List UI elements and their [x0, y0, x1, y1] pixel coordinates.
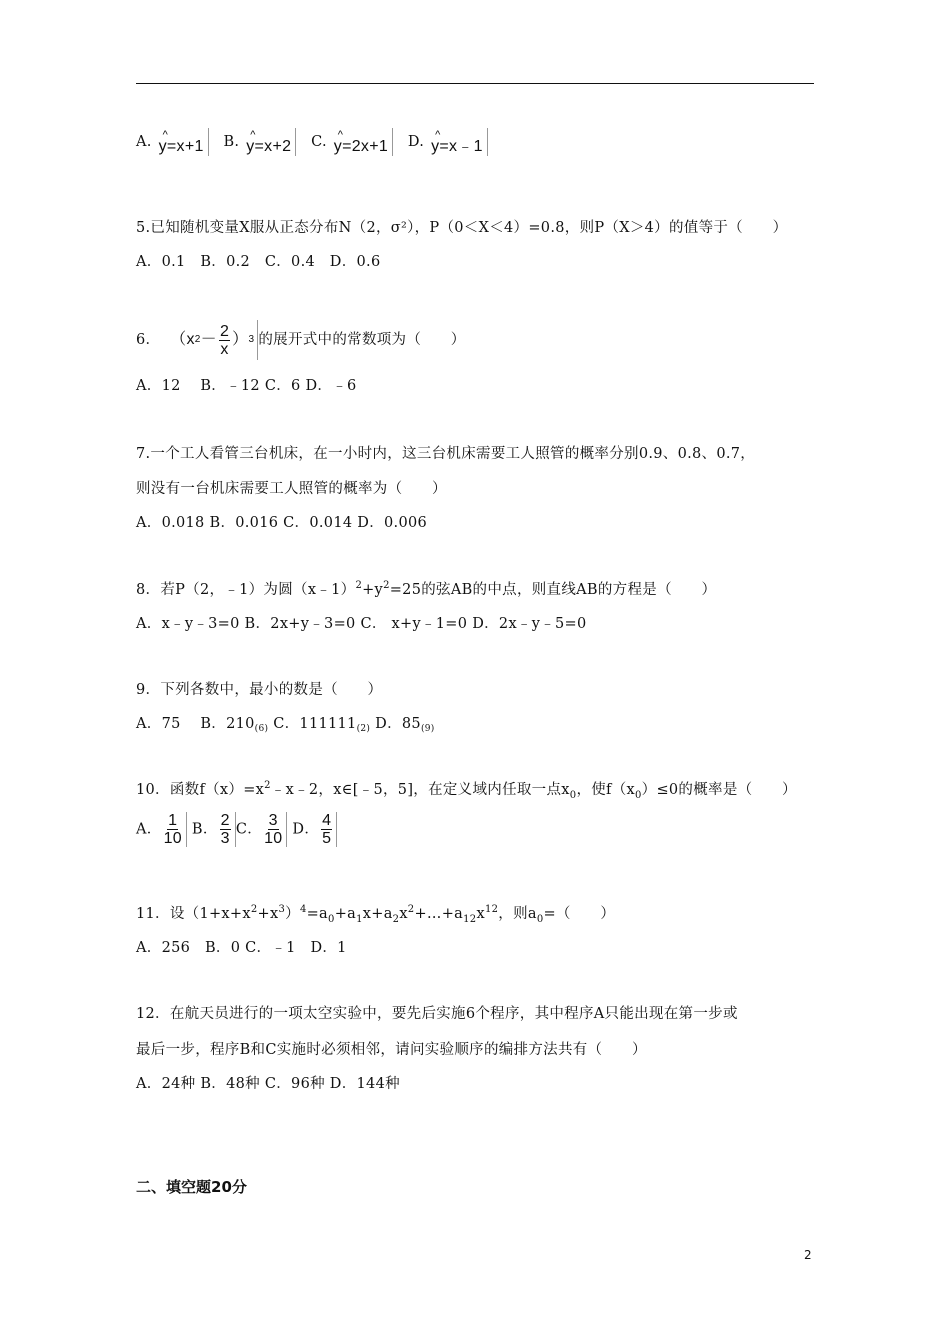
q5-options: A．0.1 B．0.2 C．0.4 D．0.6	[136, 254, 381, 270]
section-title: 二、填空题20分	[136, 1178, 247, 1196]
q6-stem: 6． （x 2 － $\frac{2}{x}$ ） 3 的展开式中的常数项为（ ）	[136, 320, 466, 360]
q12-stem-line2: 最后一步，程序B和C实施时必须相邻，请问实验顺序的编排方法共有（ ）	[136, 1042, 647, 1058]
option-c-formula: ^ y=2x+1	[332, 128, 393, 156]
q11-stem: 11．设$(1+x+x^2+x^3)^4=a_0+a_1x+a_2x^2+\dots+a_{12}x^{12}$，则$a_0=$（ ）	[136, 904, 616, 925]
q5-stem: 5.已知随机变量X服从正态分布N（2，σ²），P（0＜X＜4）=0.8，则P（X＞4）的值等于（ ）	[136, 220, 788, 236]
q12-stem-line1: 12．在航天员进行的一项太空实验中，要先后实施6个程序，其中程序A只能出现在第一步或	[136, 1006, 738, 1022]
q4-options: A. ^ y=x+1 B. ^ y=x+2 C. ^ y=2x+1 D. ^ y=x﹣1	[136, 128, 488, 156]
q6-expression: （x 2 － $\frac{2}{x}$ ） 3	[170, 320, 258, 360]
header-rule	[136, 83, 814, 84]
q10-frac-a: $\frac{1}{10}$	[163, 812, 182, 847]
q8-options: A．x﹣y﹣3=0 B．2x+y﹣3=0 C． x+y﹣1=0 D．2x﹣y﹣5=0	[136, 616, 587, 632]
q7-stem-line1: 7.一个工人看管三台机床，在一小时内，这三台机床需要工人照管的概率分别0.9、0.8、0.7，	[136, 446, 756, 462]
q8-stem: 8．若P（2，﹣1）为圆$(x﹣1)^2+y^2=25$的弦AB的中点，则直线AB的方程是（ ）	[136, 580, 717, 598]
q9-options: A．75 B．$210_{(6)}$ C．$111111_{(2)}$ D．$85_{(9)}$	[136, 716, 435, 734]
q10-stem: 10．函数$f(x)=x^2﹣x﹣2$，x∈[﹣5，5]，在定义域内任取一点$x_0$，使$f(x_0)\le 0$的概率是（ ）	[136, 780, 797, 801]
q10-options: A． $\frac{1}{10}$ B． $\frac{2}{3}$ C． $\frac{3}{10}$ D． $\frac{4}{5}$	[136, 812, 337, 847]
q6-options: A．12 B．﹣12 C．6 D．﹣6	[136, 378, 357, 394]
q9-stem: 9．下列各数中，最小的数是（ ）	[136, 682, 383, 698]
q12-options: A．24种 B．48种 C．96种 D．144种	[136, 1076, 400, 1092]
q10-frac-b: $\frac{2}{3}$	[220, 812, 230, 847]
q10-frac-c: $\frac{3}{10}$	[264, 812, 283, 847]
q7-options: A．0.018 B．0.016 C．0.014 D．0.006	[136, 515, 428, 531]
q11-options: A．256 B．0 C．﹣1 D．1	[136, 940, 347, 956]
option-a-formula: ^ y=x+1	[157, 128, 209, 156]
page-number: 2	[804, 1248, 812, 1262]
q7-stem-line2: 则没有一台机床需要工人照管的概率为（ ）	[136, 481, 447, 497]
option-b-formula: ^ y=x+2	[244, 128, 296, 156]
q10-frac-d: $\frac{4}{5}$	[322, 812, 332, 847]
option-d-formula: ^ y=x﹣1	[429, 128, 488, 156]
